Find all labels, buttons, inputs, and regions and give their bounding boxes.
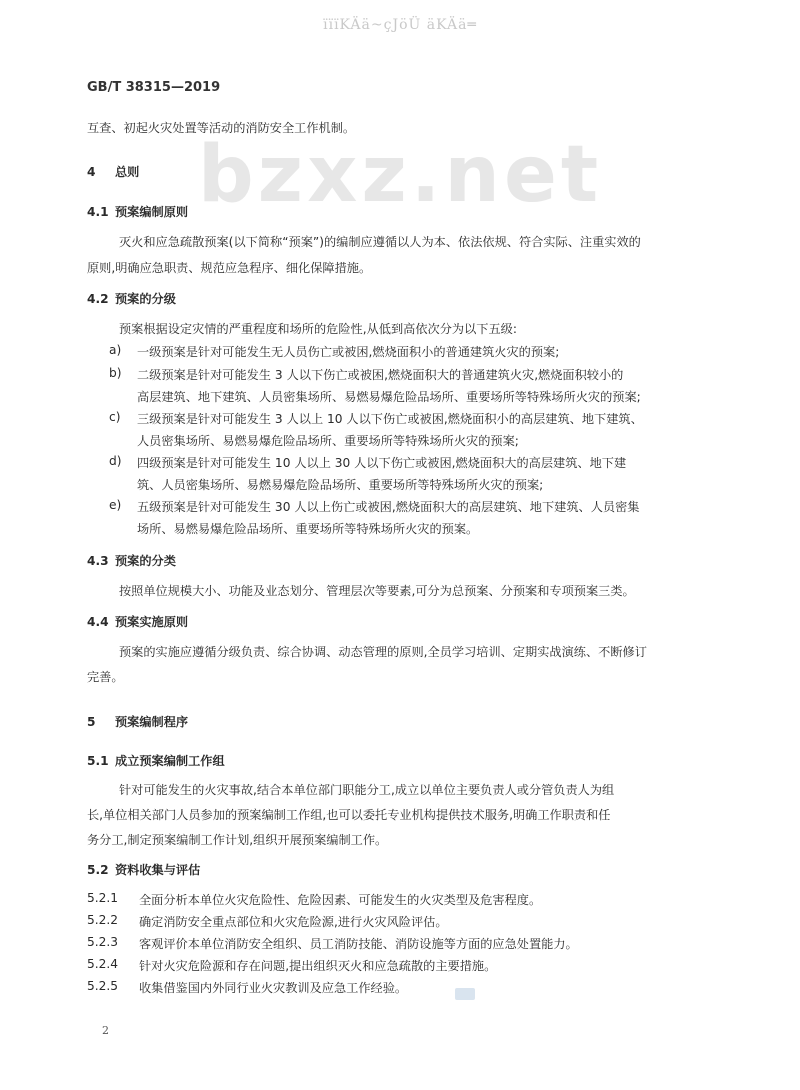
subsection-heading [87,290,176,307]
list-item-text: 高层建筑、地下建筑、人员密集场所、易燃易爆危险品场所、重要场所等特殊场所火灾的预案; [137,390,641,404]
paragraph-line: 互查、初起火灾处置等活动的消防安全工作机制。 [87,121,356,135]
subsection-title: 预案的分类 [115,554,176,568]
subsection-number: 4.3 [87,554,109,568]
clause-text: 针对火灾危险源和存在问题,提出组织灭火和应急疏散的主要措施。 [139,959,497,973]
paragraph-line: 预案根据设定灾情的严重程度和场所的危险性,从低到高依次分为以下五级: [119,322,517,336]
subsection-heading [87,203,188,220]
subsection-title: 资料收集与评估 [115,863,201,877]
clause-text: 客观评价本单位消防安全组织、员工消防技能、消防设施等方面的应急处置能力。 [139,937,578,951]
list-item-label: e) [109,498,122,512]
clause-number: 5.2.4 [87,957,119,971]
clause-number: 5.2.2 [87,913,119,927]
clause-number: 5.2.3 [87,935,119,949]
clause-number: 5.2.1 [87,891,119,905]
paragraph-line: 务分工,制定预案编制工作计划,组织开展预案编制工作。 [87,833,388,847]
subsection-heading [87,861,200,878]
section-title: 总则 [115,165,140,179]
list-item-label: c) [109,410,121,424]
subsection-title: 成立预案编制工作组 [115,754,225,768]
section-title: 预案编制程序 [115,715,189,729]
subsection-number: 4.2 [87,292,109,306]
list-item-text: 场所、易燃易爆危险品场所、重要场所等特殊场所火灾的预案。 [137,522,479,536]
list-item-text: 一级预案是针对可能发生无人员伤亡或被困,燃烧面积小的普通建筑火灾的预案; [137,345,560,359]
section-number: 4 [87,165,96,179]
subsection-title: 预案编制原则 [115,205,189,219]
list-item-label: b) [109,366,122,380]
paragraph-line: 预案的实施应遵循分级负责、综合协调、动态管理的原则,全员学习培训、定期实战演练、不断修订 [119,645,647,659]
subsection-title: 预案的分级 [115,292,176,306]
list-item-text: 筑、人员密集场所、易燃易爆危险品场所、重要场所等特殊场所火灾的预案; [137,478,544,492]
scan-mark [455,988,475,1000]
subsection-number: 5.1 [87,754,109,768]
standard-number: GB/T 38315—2019 [87,80,221,95]
list-item-label: d) [109,454,122,468]
header-garbled-text: ïïïKÄä~çJöÜ äKÄä═ [323,17,477,33]
list-item-text: 三级预案是针对可能发生 3 人以上 10 人以下伤亡或被困,燃烧面积小的高层建筑、地下建筑、 [137,412,643,426]
page-number: 2 [102,1024,109,1037]
paragraph-line: 原则,明确应急职责、规范应急程序、细化保障措施。 [87,261,372,275]
list-item-text: 二级预案是针对可能发生 3 人以下伤亡或被困,燃烧面积大的普通建筑火灾,燃烧面积较小的 [137,368,624,382]
subsection-heading [87,552,176,569]
paragraph-line: 灭火和应急疏散预案(以下简称“预案”)的编制应遵循以人为本、依法依规、符合实际、注重实效的 [119,235,641,249]
list-item-label: a) [109,343,122,357]
section-number: 5 [87,715,96,729]
watermark: bzxz.net [197,130,603,220]
clause-text: 收集借鉴国内外同行业火灾教训及应急工作经验。 [139,981,408,995]
paragraph-line: 长,单位相关部门人员参加的预案编制工作组,也可以委托专业机构提供技术服务,明确工作职责和任 [87,808,611,822]
clause-number: 5.2.5 [87,979,119,993]
section-heading [87,163,139,180]
section-heading [87,713,188,730]
paragraph-line: 按照单位规模大小、功能及业态划分、管理层次等要素,可分为总预案、分预案和专项预案三类。 [119,584,635,598]
subsection-heading [87,752,225,769]
paragraph-line: 针对可能发生的火灾事故,结合本单位部门职能分工,成立以单位主要负责人或分管负责人为组 [119,783,615,797]
subsection-number: 5.2 [87,863,109,877]
subsection-number: 4.4 [87,615,109,629]
list-item-text: 人员密集场所、易燃易爆危险品场所、重要场所等特殊场所火灾的预案; [137,434,519,448]
subsection-heading [87,613,188,630]
paragraph-line: 完善。 [87,670,124,684]
subsection-number: 4.1 [87,205,109,219]
list-item-text: 五级预案是针对可能发生 30 人以上伤亡或被困,燃烧面积大的高层建筑、地下建筑、人员密集 [137,500,640,514]
list-item-text: 四级预案是针对可能发生 10 人以上 30 人以下伤亡或被困,燃烧面积大的高层建筑、地下建 [137,456,627,470]
clause-text: 确定消防安全重点部位和火灾危险源,进行火灾风险评估。 [139,915,448,929]
subsection-title: 预案实施原则 [115,615,189,629]
clause-text: 全面分析本单位火灾危险性、危险因素、可能发生的火灾类型及危害程度。 [139,893,542,907]
